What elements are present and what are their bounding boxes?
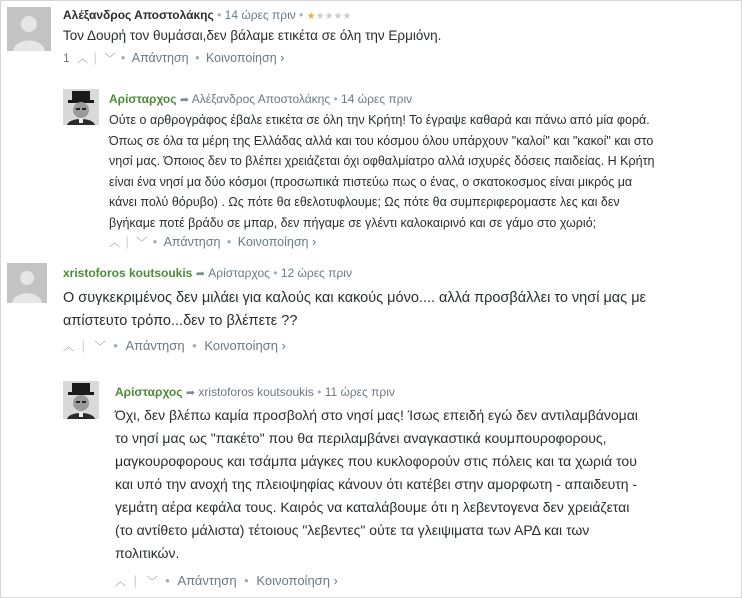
author-name[interactable]: xristoforos koutsoukis (63, 266, 193, 280)
comment-text (63, 287, 646, 333)
chevron-down-icon[interactable]: ﹀ (104, 53, 116, 65)
vote-count: 1 (63, 51, 70, 65)
star-filled-icon: ★ (306, 11, 316, 22)
text-line: κάνει πολύ θόρυβο) . Ως πότε θα εθελοτυφλουμε; Ως πότε θα συμπεριφερομαστε λες και δεν (109, 195, 620, 209)
avatar-default[interactable] (7, 7, 51, 51)
share-arrow-icon: ➦ (195, 268, 205, 280)
comment-text (109, 110, 654, 233)
divider: | (81, 338, 86, 354)
separator-dot: • (165, 573, 170, 589)
rating-stars (307, 11, 352, 22)
reply-to-name[interactable]: Αλέξανδρος Αποστολάκης (191, 92, 331, 106)
share-button[interactable]: Κοινοποίηση › (237, 235, 317, 249)
reply-to-name[interactable]: xristoforos koutsoukis (198, 385, 314, 399)
author-name[interactable]: Αλέξανδρος Αποστολάκης (63, 8, 214, 22)
text-line: πολιτικών. (115, 545, 180, 561)
comment-header: xristoforos koutsoukis ➦ Αρίσταρχος • 12 ώρες πριν (63, 266, 352, 280)
reply-button[interactable]: Απάντηση (125, 338, 185, 354)
text-line: μαγκουροφορους και τσάμπα μάγκες που κυκλοφορούν στις πόλεις και τα χωριά του (115, 453, 637, 469)
text-line: Ούτε ο αρθρογράφος έβαλε ετικέτα σε όλη την Κρήτη! Το έγραψε καθαρά και πάνω από μία φορά. (109, 113, 650, 127)
comment-footer (63, 337, 286, 354)
reply-to-name[interactable]: Αρίσταρχος (208, 266, 270, 280)
share-arrow-icon: ➦ (185, 387, 196, 399)
separator-dot: • (113, 338, 118, 354)
comment-text: Τον Δουρή τον θυμάσαι,δεν βάλαμε ετικέτα σε όλη την Ερμιόνη. (63, 28, 442, 43)
separator-dot: • (152, 235, 158, 249)
comment-header: Αλέξανδρος Αποστολάκης • 14 ώρες πριν • ★★★★★ (63, 8, 352, 22)
author-name[interactable]: Αρίσταρχος (109, 92, 177, 106)
chevron-up-icon[interactable]: ︿ (109, 237, 120, 249)
separator-dot: • (120, 51, 126, 65)
separator-dot: • (244, 573, 249, 589)
text-line: Όχι, δεν βλέπω καμία προσβολή στο νησί μας! Ίσως επειδή εγώ δεν αντιλαμβάνομαι (115, 407, 638, 423)
reply-button[interactable]: Απάντηση (131, 51, 189, 65)
comment-footer (115, 572, 338, 589)
text-line: Όπως σε όλα τα μέρη της Ελλάδας αλλά και του κόσμου όλου υπάρχουν "καλοί" και "κακοί" και στο (109, 133, 654, 148)
reply-button[interactable]: Απάντηση (163, 235, 221, 249)
timestamp[interactable]: 11 ώρες πριν (324, 385, 395, 399)
chevron-up-icon[interactable]: ︿ (115, 575, 126, 588)
comment-footer (109, 234, 316, 250)
text-line: νησί μας. Όποιος δεν το βλέπει χρειάζεται όχι οφθαλμίατρο αλλά ισχυρές δόσεις παιδείας. Η Κρήτη (109, 154, 655, 168)
timestamp[interactable]: 14 ώρες πριν (224, 8, 296, 22)
chevron-down-icon[interactable]: ﹀ (146, 575, 158, 588)
share-button[interactable]: Κοινοποίηση › (256, 573, 338, 589)
divider: | (133, 573, 138, 589)
timestamp[interactable]: 12 ώρες πριν (280, 266, 352, 280)
text-line: και υπό την ανοχή της πλειοψηφίας κάνουν ότι κατέβει στην αμορφωτη - απαιδευτη - (115, 476, 638, 492)
text-line: απίστευτο τρόπο...δεν το βλέπετε ?? (63, 313, 298, 329)
comment-header: Αρίσταρχος ➦ xristoforos koutsoukis • 11 ώρες πριν (115, 385, 395, 399)
avatar-top-hat[interactable] (63, 89, 99, 125)
chevron-up-icon[interactable]: ︿ (63, 340, 74, 353)
text-line: γεμάτη αέρα κεφάλα τους. Καιρός να καταλάβουμε ότι η λεβεντογενα δεν χρειάζεται (115, 499, 630, 515)
divider: | (93, 51, 97, 65)
reply-button[interactable]: Απάντηση (177, 573, 237, 589)
comment-header: Αρίσταρχος ➦ Αλέξανδρος Αποστολάκης • 14 ώρες πριν (109, 92, 413, 106)
comment-footer (63, 50, 284, 66)
separator-dot: • (192, 338, 197, 354)
share-button[interactable]: Κοινοποίηση › (204, 338, 286, 354)
share-button[interactable]: Κοινοποίηση › (205, 51, 285, 65)
text-line: είναι ένα νησί μα δύο κόσμοι (προσωπικά πιστεύω πως ο ένας, ο σκατοκοσμος είναι μικρός μα (109, 174, 633, 189)
chevron-up-icon[interactable]: ︿ (77, 53, 89, 65)
text-line: (το αντίθετο μάλιστα) τέτοιους "λεβεντες" ούτε τα γλειψιματα των ΑΡΔ και των (115, 522, 590, 538)
chevron-down-icon[interactable]: ﹀ (136, 237, 148, 249)
divider: | (125, 235, 129, 249)
avatar-top-hat[interactable] (63, 381, 99, 419)
share-arrow-icon: ➦ (179, 94, 190, 106)
text-line: βγήκαμε ποτέ βράδυ σε μπαρ, δεν πήγαμε σε γλέντι καλοκαιρινό και σε γάμο στο χωριό; (109, 215, 597, 230)
text-line: Ο συγκεκριμένος δεν μιλάει για καλούς και κακούς μόνο.... αλλά προσβάλλει το νησί μας με (63, 290, 647, 306)
text-line: το νησί μας ως "πακέτο" που θα περιλαμβάνει αναγκαστικά κουμπουροφορους, (115, 430, 607, 446)
chevron-down-icon[interactable]: ﹀ (94, 340, 106, 353)
separator-dot: • (195, 51, 200, 65)
author-name[interactable]: Αρίσταρχος (115, 385, 183, 399)
comment-text (115, 404, 638, 565)
avatar-default[interactable] (7, 263, 47, 303)
timestamp[interactable]: 14 ώρες πριν (341, 92, 413, 106)
separator-dot: • (226, 235, 232, 249)
star-empty-icon: ★★★★ (315, 11, 352, 22)
